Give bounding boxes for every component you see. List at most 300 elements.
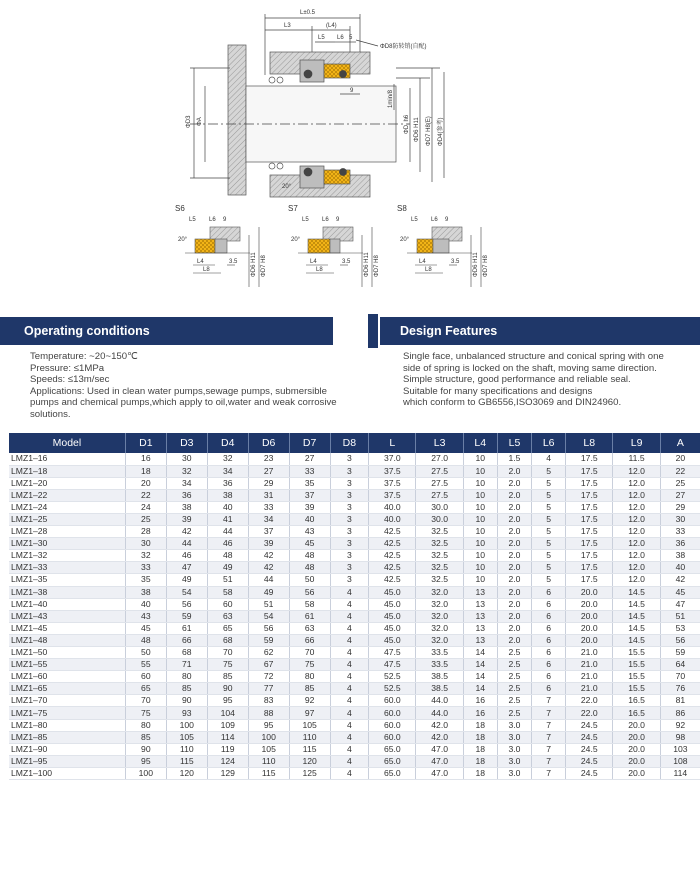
table-cell-l8: 24.5 <box>566 731 613 743</box>
table-cell-model: LMZ1–16 <box>9 453 125 465</box>
table-cell-l3: 30.0 <box>416 513 463 525</box>
table-cell-d1: 16 <box>125 453 166 465</box>
s8-d7: ΦD7 H8 <box>483 255 489 277</box>
table-cell-d6: 67 <box>248 659 289 671</box>
table-cell-l6: 7 <box>532 695 566 707</box>
table-cell-l6: 6 <box>532 598 566 610</box>
table-cell-d4: 129 <box>207 767 248 779</box>
table-cell-d8: 3 <box>330 453 369 465</box>
table-cell-l: 37.0 <box>369 453 416 465</box>
table-cell-d1: 50 <box>125 647 166 659</box>
table-cell-d7: 92 <box>289 695 330 707</box>
s8-l5: L5 <box>411 217 418 223</box>
table-cell-l: 65.0 <box>369 743 416 755</box>
table-cell-l: 65.0 <box>369 767 416 779</box>
table-cell-d4: 85 <box>207 671 248 683</box>
table-cell-l8: 24.5 <box>566 719 613 731</box>
table-row <box>9 731 700 743</box>
s7-l5: L5 <box>302 217 309 223</box>
table-cell-d4: 46 <box>207 538 248 550</box>
table-cell-d8: 4 <box>330 695 369 707</box>
table-cell-l8: 17.5 <box>566 574 613 586</box>
table-cell-model: LMZ1–90 <box>9 743 125 755</box>
operating-conditions-title: Operating conditions <box>24 324 150 338</box>
table-cell-l9: 11.5 <box>613 453 660 465</box>
table-cell-model: LMZ1–40 <box>9 598 125 610</box>
table-cell-d7: 85 <box>289 683 330 695</box>
table-row <box>9 707 700 719</box>
table-cell-a: 103 <box>660 743 700 755</box>
table-cell-d6: 59 <box>248 634 289 646</box>
specification-table <box>9 433 700 780</box>
table-cell-d3: 34 <box>166 477 207 489</box>
table-cell-a: 56 <box>660 634 700 646</box>
table-cell-l9: 14.5 <box>613 586 660 598</box>
table-row <box>9 501 700 513</box>
table-cell-d7: 45 <box>289 538 330 550</box>
table-row <box>9 598 700 610</box>
table-cell-d3: 90 <box>166 695 207 707</box>
design-features-banner <box>380 317 700 345</box>
table-cell-l3: 47.0 <box>416 743 463 755</box>
table-cell-l4: 10 <box>463 538 497 550</box>
table-cell-model: LMZ1–24 <box>9 501 125 513</box>
table-cell-l3: 27.0 <box>416 453 463 465</box>
table-row <box>9 659 700 671</box>
table-cell-d4: 70 <box>207 647 248 659</box>
table-cell-l4: 10 <box>463 477 497 489</box>
table-cell-model: LMZ1–25 <box>9 513 125 525</box>
table-cell-d4: 49 <box>207 562 248 574</box>
table-cell-l8: 21.0 <box>566 659 613 671</box>
table-cell-d1: 95 <box>125 755 166 767</box>
table-cell-l: 52.5 <box>369 671 416 683</box>
table-cell-d3: 68 <box>166 647 207 659</box>
table-cell-d3: 42 <box>166 526 207 538</box>
table-cell-l4: 18 <box>463 755 497 767</box>
table-cell-l9: 15.5 <box>613 659 660 671</box>
table-cell-l3: 32.5 <box>416 550 463 562</box>
table-cell-l: 42.5 <box>369 574 416 586</box>
table-cell-d3: 46 <box>166 550 207 562</box>
table-cell-d6: 39 <box>248 538 289 550</box>
table-cell-l3: 44.0 <box>416 695 463 707</box>
table-cell-a: 38 <box>660 550 700 562</box>
column-header-l3: L3 <box>416 433 463 453</box>
table-cell-l9: 20.0 <box>613 731 660 743</box>
table-cell-d7: 75 <box>289 659 330 671</box>
table-cell-l5: 2.5 <box>497 647 532 659</box>
table-cell-l: 37.5 <box>369 489 416 501</box>
table-cell-d8: 3 <box>330 465 369 477</box>
table-cell-l9: 15.5 <box>613 647 660 659</box>
table-cell-d6: 33 <box>248 501 289 513</box>
table-cell-d8: 3 <box>330 477 369 489</box>
table-cell-l9: 20.0 <box>613 767 660 779</box>
table-row <box>9 477 700 489</box>
table-cell-model: LMZ1–48 <box>9 634 125 646</box>
table-cell-l3: 44.0 <box>416 707 463 719</box>
table-cell-l5: 3.0 <box>497 743 532 755</box>
table-cell-l6: 5 <box>532 465 566 477</box>
table-cell-d4: 34 <box>207 465 248 477</box>
table-cell-d8: 4 <box>330 659 369 671</box>
table-cell-d3: 47 <box>166 562 207 574</box>
table-cell-l4: 13 <box>463 634 497 646</box>
table-cell-l6: 5 <box>532 538 566 550</box>
table-row <box>9 647 700 659</box>
table-cell-d3: 115 <box>166 755 207 767</box>
table-row <box>9 634 700 646</box>
table-row <box>9 574 700 586</box>
table-cell-a: 92 <box>660 719 700 731</box>
column-header-l5: L5 <box>497 433 532 453</box>
column-header-l: L <box>369 433 416 453</box>
df-line-3: Suitable for many specifications and designs <box>403 385 593 397</box>
table-cell-l8: 17.5 <box>566 501 613 513</box>
table-cell-l9: 14.5 <box>613 622 660 634</box>
table-cell-l6: 7 <box>532 731 566 743</box>
table-cell-d1: 32 <box>125 550 166 562</box>
table-cell-d6: 31 <box>248 489 289 501</box>
table-cell-l: 37.5 <box>369 477 416 489</box>
table-row <box>9 538 700 550</box>
s7-d6: ΦD6 H11 <box>364 252 370 277</box>
table-row <box>9 622 700 634</box>
table-cell-l5: 2.5 <box>497 683 532 695</box>
table-cell-d1: 70 <box>125 695 166 707</box>
table-cell-l: 45.0 <box>369 622 416 634</box>
table-cell-d3: 59 <box>166 610 207 622</box>
table-cell-l5: 2.5 <box>497 695 532 707</box>
table-cell-a: 81 <box>660 695 700 707</box>
table-cell-d7: 35 <box>289 477 330 489</box>
table-cell-d1: 40 <box>125 598 166 610</box>
dim-d7: ΦD7 H8(E) <box>426 116 432 146</box>
column-header-d8: D8 <box>330 433 369 453</box>
s6-d7: ΦD7 H8 <box>261 255 267 277</box>
s6-9: 9 <box>223 217 227 223</box>
table-cell-l6: 5 <box>532 501 566 513</box>
table-cell-l5: 2.0 <box>497 586 532 598</box>
table-cell-l4: 18 <box>463 743 497 755</box>
table-cell-l4: 13 <box>463 622 497 634</box>
table-cell-l: 42.5 <box>369 526 416 538</box>
table-cell-model: LMZ1–35 <box>9 574 125 586</box>
table-cell-l8: 17.5 <box>566 477 613 489</box>
table-cell-d4: 65 <box>207 622 248 634</box>
table-cell-d1: 20 <box>125 477 166 489</box>
table-cell-l3: 32.5 <box>416 574 463 586</box>
table-cell-l9: 15.5 <box>613 671 660 683</box>
table-cell-model: LMZ1–20 <box>9 477 125 489</box>
dim-d-h6: ΦD, h6 <box>404 114 410 134</box>
table-cell-d7: 105 <box>289 719 330 731</box>
table-cell-l4: 14 <box>463 683 497 695</box>
table-cell-d3: 38 <box>166 501 207 513</box>
table-cell-l5: 2.0 <box>497 610 532 622</box>
table-cell-l6: 7 <box>532 707 566 719</box>
table-cell-d1: 28 <box>125 526 166 538</box>
table-cell-l4: 10 <box>463 526 497 538</box>
table-cell-l3: 42.0 <box>416 719 463 731</box>
table-cell-model: LMZ1–30 <box>9 538 125 550</box>
table-cell-a: 98 <box>660 731 700 743</box>
table-cell-d6: 100 <box>248 731 289 743</box>
table-cell-d1: 85 <box>125 731 166 743</box>
table-cell-l9: 15.5 <box>613 683 660 695</box>
table-cell-d3: 30 <box>166 453 207 465</box>
table-cell-a: 20 <box>660 453 700 465</box>
table-cell-l4: 10 <box>463 453 497 465</box>
table-cell-l8: 20.0 <box>566 622 613 634</box>
table-cell-d7: 33 <box>289 465 330 477</box>
table-cell-l4: 13 <box>463 598 497 610</box>
table-cell-l9: 12.0 <box>613 489 660 501</box>
table-cell-d1: 43 <box>125 610 166 622</box>
table-cell-d6: 88 <box>248 707 289 719</box>
op-applications: Applications: Used in clean water pumps,sewage pumps, submersible pumps and chemical pumps,which apply to oil,water and weak corrosive solutions. <box>30 385 337 420</box>
table-cell-d8: 4 <box>330 755 369 767</box>
table-cell-l9: 20.0 <box>613 719 660 731</box>
table-cell-d3: 85 <box>166 683 207 695</box>
table-cell-a: 114 <box>660 767 700 779</box>
table-cell-d3: 61 <box>166 622 207 634</box>
table-body <box>9 453 700 780</box>
table-cell-d7: 27 <box>289 453 330 465</box>
table-cell-l5: 3.0 <box>497 719 532 731</box>
table-cell-d6: 34 <box>248 513 289 525</box>
table-cell-model: LMZ1–80 <box>9 719 125 731</box>
table-cell-d3: 80 <box>166 671 207 683</box>
table-cell-d3: 49 <box>166 574 207 586</box>
table-cell-l5: 2.0 <box>497 465 532 477</box>
table-cell-model: LMZ1–95 <box>9 755 125 767</box>
table-cell-l3: 42.0 <box>416 731 463 743</box>
table-cell-d6: 95 <box>248 719 289 731</box>
variant-s6 <box>175 204 267 287</box>
table-cell-d7: 125 <box>289 767 330 779</box>
table-cell-a: 86 <box>660 707 700 719</box>
table-row <box>9 755 700 767</box>
table-cell-l9: 12.0 <box>613 550 660 562</box>
table-cell-d7: 97 <box>289 707 330 719</box>
table-cell-d4: 44 <box>207 526 248 538</box>
dim-1min: 1min/8 <box>388 89 394 108</box>
table-cell-l9: 12.0 <box>613 526 660 538</box>
table-cell-l: 42.5 <box>369 550 416 562</box>
table-cell-d3: 32 <box>166 465 207 477</box>
table-cell-l6: 7 <box>532 743 566 755</box>
table-cell-a: 64 <box>660 659 700 671</box>
table-cell-model: LMZ1–28 <box>9 526 125 538</box>
df-line-1: Single face, unbalanced structure and conical spring with one side of spring is locked on the shaft, moving same direction. <box>403 351 664 374</box>
table-cell-l4: 10 <box>463 501 497 513</box>
table-cell-l5: 3.0 <box>497 767 532 779</box>
table-cell-a: 76 <box>660 683 700 695</box>
table-cell-d4: 41 <box>207 513 248 525</box>
table-cell-d1: 24 <box>125 501 166 513</box>
table-cell-d4: 63 <box>207 610 248 622</box>
table-cell-l6: 5 <box>532 477 566 489</box>
table-row <box>9 465 700 477</box>
table-cell-l8: 24.5 <box>566 743 613 755</box>
op-speeds: Speeds: ≤13m/sec <box>30 374 110 385</box>
table-cell-a: 45 <box>660 586 700 598</box>
table-row <box>9 453 700 465</box>
table-cell-l8: 20.0 <box>566 610 613 622</box>
table-cell-l3: 33.5 <box>416 647 463 659</box>
table-cell-a: 51 <box>660 610 700 622</box>
table-cell-l6: 6 <box>532 683 566 695</box>
table-cell-d8: 4 <box>330 586 369 598</box>
s8-l4: L4 <box>419 259 426 265</box>
table-cell-d1: 18 <box>125 465 166 477</box>
table-cell-d4: 40 <box>207 501 248 513</box>
table-cell-model: LMZ1–38 <box>9 586 125 598</box>
table-cell-l6: 6 <box>532 671 566 683</box>
table-cell-d8: 3 <box>330 562 369 574</box>
table-cell-l4: 10 <box>463 550 497 562</box>
table-cell-l9: 16.5 <box>613 695 660 707</box>
table-cell-l9: 12.0 <box>613 465 660 477</box>
table-cell-d3: 36 <box>166 489 207 501</box>
table-cell-d8: 3 <box>330 501 369 513</box>
table-cell-l3: 32.0 <box>416 598 463 610</box>
table-cell-l: 45.0 <box>369 634 416 646</box>
table-cell-d8: 4 <box>330 598 369 610</box>
table-cell-model: LMZ1–60 <box>9 671 125 683</box>
table-cell-l8: 20.0 <box>566 598 613 610</box>
dim-d4: ΦD4(参考) <box>438 117 444 146</box>
table-cell-d1: 30 <box>125 538 166 550</box>
s6-l6: L6 <box>209 217 216 223</box>
table-cell-d6: 49 <box>248 586 289 598</box>
table-cell-l4: 10 <box>463 465 497 477</box>
table-cell-l8: 21.0 <box>566 683 613 695</box>
dim-l: L±0.5 <box>300 10 315 16</box>
table-cell-d4: 90 <box>207 683 248 695</box>
table-cell-l8: 17.5 <box>566 453 613 465</box>
table-cell-l6: 5 <box>532 513 566 525</box>
table-cell-d4: 51 <box>207 574 248 586</box>
table-cell-model: LMZ1–100 <box>9 767 125 779</box>
table-cell-d4: 60 <box>207 598 248 610</box>
table-cell-l4: 10 <box>463 574 497 586</box>
table-cell-l3: 30.0 <box>416 501 463 513</box>
table-row <box>9 743 700 755</box>
table-cell-l5: 2.0 <box>497 526 532 538</box>
table-cell-d7: 48 <box>289 550 330 562</box>
table-cell-d8: 3 <box>330 489 369 501</box>
table-cell-model: LMZ1–75 <box>9 707 125 719</box>
table-cell-d3: 105 <box>166 731 207 743</box>
s7-9: 9 <box>336 217 340 223</box>
table-row <box>9 610 700 622</box>
table-cell-l4: 14 <box>463 671 497 683</box>
table-cell-l4: 18 <box>463 719 497 731</box>
table-cell-d8: 3 <box>330 513 369 525</box>
table-cell-a: 22 <box>660 465 700 477</box>
banner-tab <box>368 314 378 348</box>
table-cell-a: 30 <box>660 513 700 525</box>
table-cell-d7: 39 <box>289 501 330 513</box>
table-cell-l: 42.5 <box>369 538 416 550</box>
table-cell-d7: 63 <box>289 622 330 634</box>
table-cell-l5: 2.0 <box>497 501 532 513</box>
table-cell-l5: 1.5 <box>497 453 532 465</box>
variant-s7 <box>288 204 380 287</box>
table-cell-d6: 54 <box>248 610 289 622</box>
table-cell-d4: 124 <box>207 755 248 767</box>
table-cell-l4: 10 <box>463 562 497 574</box>
column-header-d6: D6 <box>248 433 289 453</box>
table-cell-l: 65.0 <box>369 755 416 767</box>
table-row <box>9 513 700 525</box>
table-cell-l4: 10 <box>463 489 497 501</box>
dim-a: ΦA <box>197 117 203 126</box>
table-cell-model: LMZ1–45 <box>9 622 125 634</box>
table-cell-d1: 33 <box>125 562 166 574</box>
dim-5: 5 <box>349 35 353 41</box>
table-cell-model: LMZ1–65 <box>9 683 125 695</box>
table-cell-l5: 2.0 <box>497 538 532 550</box>
table-cell-d7: 120 <box>289 755 330 767</box>
table-cell-l8: 21.0 <box>566 671 613 683</box>
column-header-d3: D3 <box>166 433 207 453</box>
table-cell-l5: 2.0 <box>497 574 532 586</box>
table-cell-l8: 17.5 <box>566 562 613 574</box>
table-cell-l: 60.0 <box>369 719 416 731</box>
table-cell-a: 27 <box>660 489 700 501</box>
table-cell-d8: 4 <box>330 634 369 646</box>
table-header-row <box>9 433 700 453</box>
table-cell-l9: 12.0 <box>613 501 660 513</box>
table-cell-d8: 4 <box>330 731 369 743</box>
s7-l6: L6 <box>322 217 329 223</box>
table-cell-l9: 14.5 <box>613 634 660 646</box>
table-cell-l6: 5 <box>532 526 566 538</box>
table-cell-l4: 13 <box>463 586 497 598</box>
table-cell-d6: 42 <box>248 562 289 574</box>
table-cell-a: 108 <box>660 755 700 767</box>
column-header-l4: L4 <box>463 433 497 453</box>
table-cell-l5: 2.0 <box>497 562 532 574</box>
table-cell-l: 52.5 <box>369 683 416 695</box>
table-cell-l6: 7 <box>532 719 566 731</box>
table-cell-d8: 4 <box>330 610 369 622</box>
table-cell-a: 29 <box>660 501 700 513</box>
table-cell-l3: 27.5 <box>416 465 463 477</box>
table-cell-l6: 6 <box>532 586 566 598</box>
df-line-2: Simple structure, good performance and reliable seal. <box>403 374 631 385</box>
variant-s8-title: S8 <box>397 204 407 213</box>
table-cell-d8: 4 <box>330 671 369 683</box>
dim-angle: 20° <box>282 184 292 190</box>
table-row <box>9 526 700 538</box>
s8-d6: ΦD6 H11 <box>473 252 479 277</box>
table-cell-l9: 14.5 <box>613 610 660 622</box>
table-cell-l: 60.0 <box>369 707 416 719</box>
table-cell-d4: 32 <box>207 453 248 465</box>
table-cell-l8: 20.0 <box>566 634 613 646</box>
s8-l8: L8 <box>425 267 432 273</box>
table-cell-l8: 22.0 <box>566 707 613 719</box>
table-cell-l8: 22.0 <box>566 695 613 707</box>
table-cell-a: 25 <box>660 477 700 489</box>
table-row <box>9 767 700 779</box>
table-cell-d6: 83 <box>248 695 289 707</box>
